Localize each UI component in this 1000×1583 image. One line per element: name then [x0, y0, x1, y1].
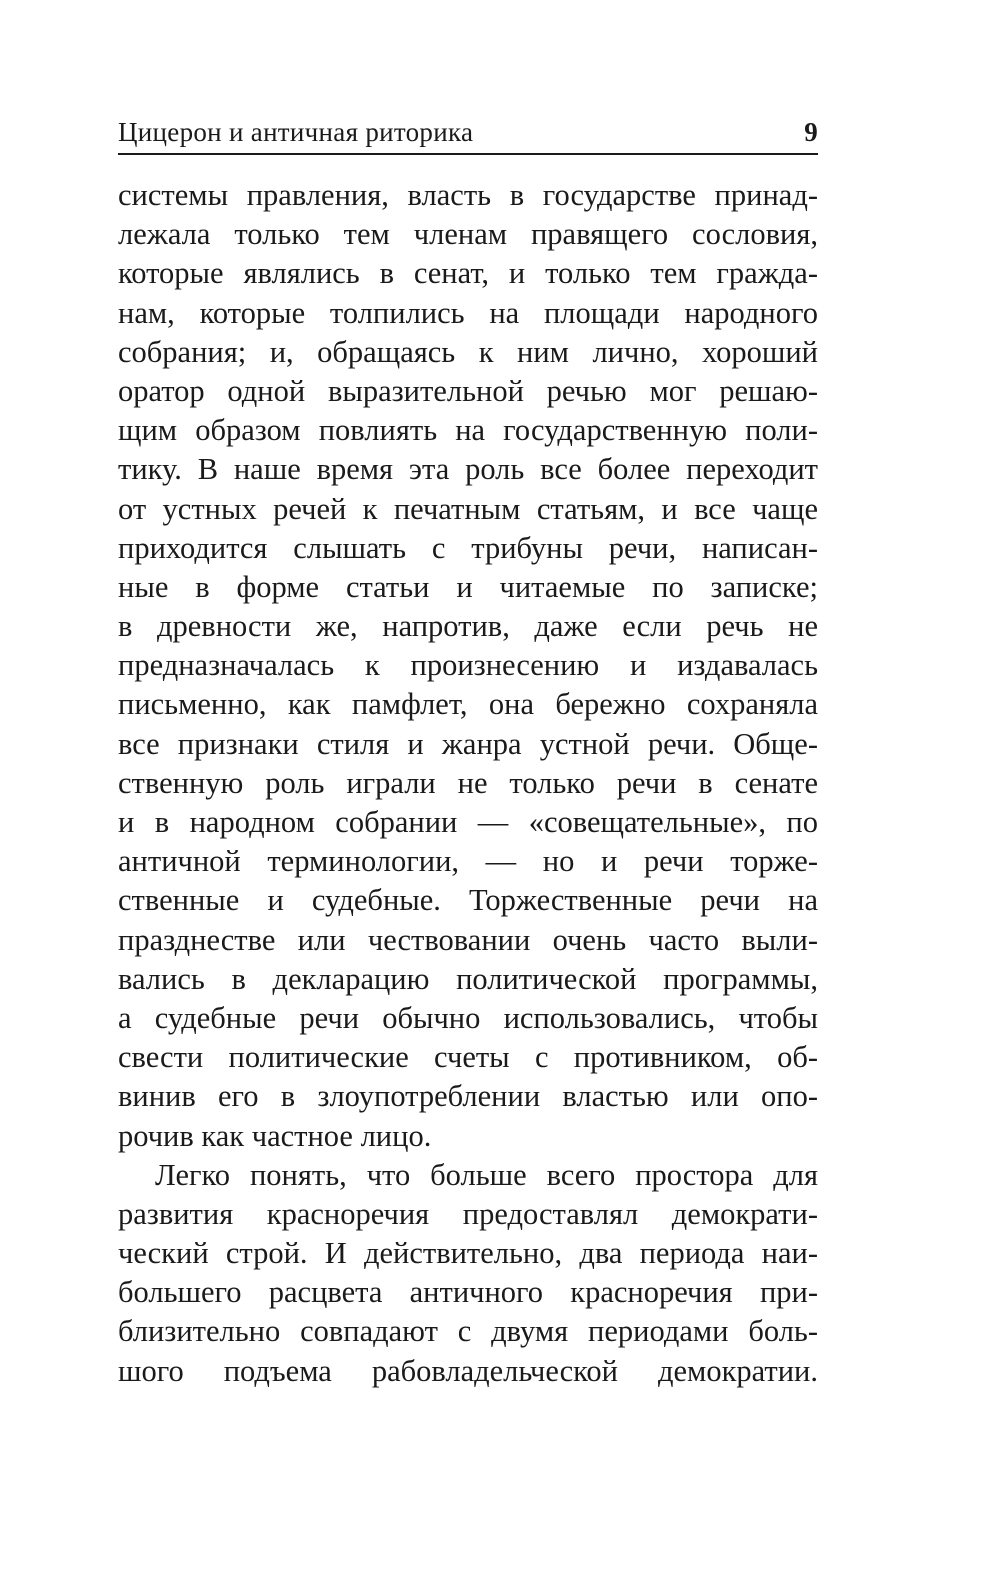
text-line: а судебные речи обычно использовались, чтобы [118, 1000, 818, 1035]
text-line: приходится слышать с трибуны речи, написан- [118, 530, 818, 565]
text-line: вались в декларацию политической программы, [118, 961, 818, 996]
text-line: от устных речей к печатным статьям, и все чаще [118, 491, 818, 526]
text-line: шого подъема рабовладельческой демократии. [118, 1353, 818, 1388]
text-line: ственные и судебные. Торжественные речи на [118, 883, 818, 918]
text-line: предназначалась к произнесению и издавалась [118, 648, 818, 683]
text-line: свести политические счеты с противником, об- [118, 1040, 818, 1075]
text-line: и в народном собрании — «совещательные», по [118, 805, 818, 839]
text-line: которые являлись в сенат, и только тем гражда- [118, 256, 818, 291]
text-line: развития красноречия предоставлял демократи- [118, 1196, 818, 1231]
text-line: оратор одной выразительной речью мог решаю- [118, 373, 818, 408]
text-line: в древности же, напротив, даже если речь не [118, 609, 818, 644]
text-line: близительно совпадают с двумя периодами боль- [118, 1314, 818, 1349]
text-line: системы правления, власть в государстве принад- [118, 178, 818, 212]
text-line: нам, которые толпились на площади народного [118, 295, 818, 330]
body-text [118, 176, 818, 1391]
page-number: 9 [804, 117, 818, 147]
text-line: щим образом повлиять на государственную поли- [118, 413, 818, 448]
running-head [118, 117, 818, 153]
text-line: античной терминологии, — но и речи торже- [118, 844, 818, 879]
text-line: ные в форме статьи и читаемые по записке; [118, 569, 818, 604]
text-line-paragraph-end: рочив как частное лицо. [118, 1118, 432, 1153]
text-line: ческий строй. И действительно, два периода наи- [118, 1236, 818, 1271]
text-line: большего расцвета античного красноречия при- [118, 1275, 818, 1310]
text-line: винив его в злоупотреблении властью или опо- [118, 1079, 818, 1114]
header-rule [118, 153, 818, 155]
text-line: письменно, как памфлет, она бережно сохраняла [118, 687, 818, 722]
text-line: тику. В наше время эта роль все более переходит [118, 452, 818, 487]
text-line: собрания; и, обращаясь к ним лично, хороший [118, 334, 818, 369]
text-line: ственную роль играли не только речи в сенате [118, 765, 818, 800]
text-line: все признаки стиля и жанра устной речи. Обще- [118, 726, 818, 761]
text-line: празднестве или чествовании очень часто выли- [118, 922, 818, 957]
text-line-paragraph-start: Легко понять, что больше всего простора для [155, 1157, 818, 1192]
running-title: Цицерон и античная риторика [118, 117, 474, 147]
text-line: лежала только тем членам правящего сословия, [118, 217, 818, 252]
